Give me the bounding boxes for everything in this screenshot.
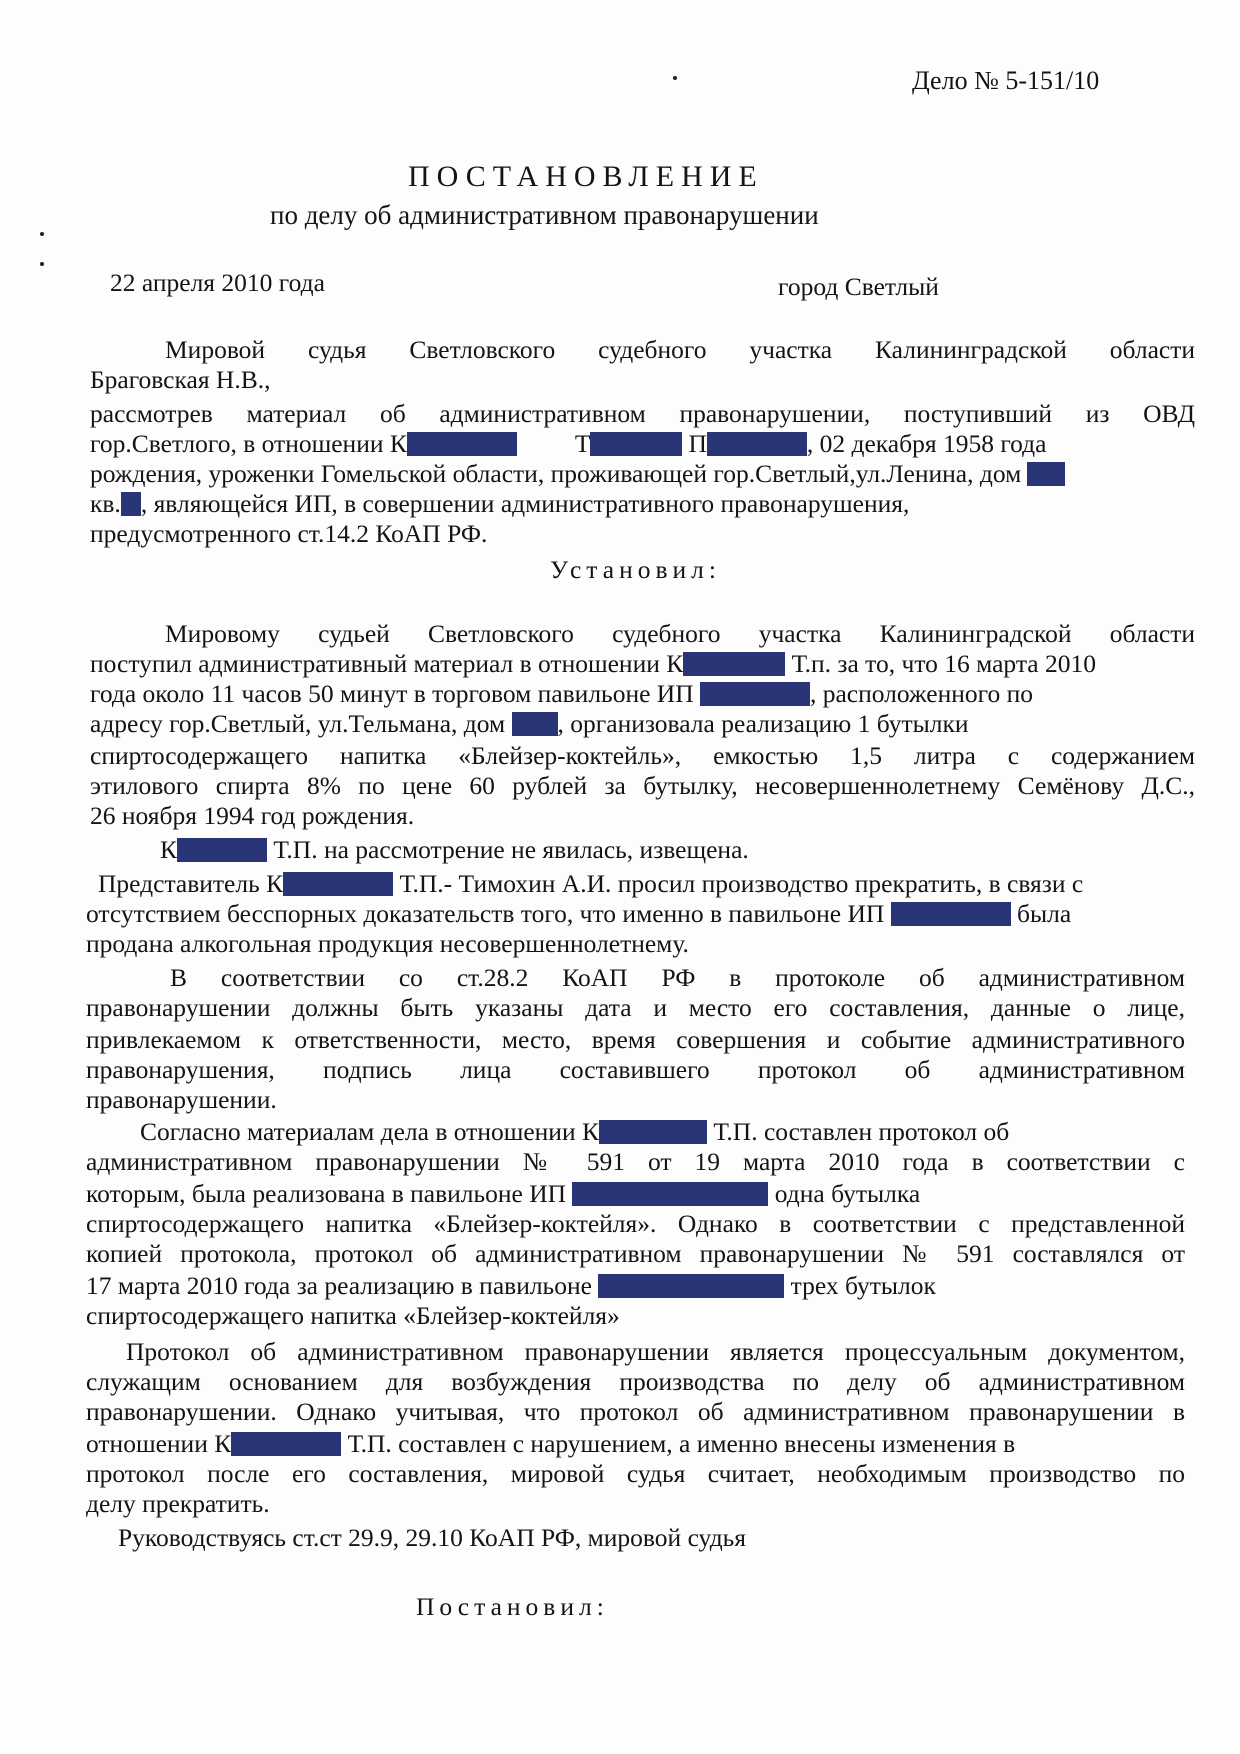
redaction-block [599, 1120, 707, 1144]
text-fragment: Т.П. составлен протокол об [713, 1117, 1010, 1146]
intro-line [90, 458, 1065, 489]
text-fragment: , организовала реализацию 1 бутылки [557, 709, 969, 738]
document-city: город Светлый [778, 272, 939, 301]
body-line: этилового спирта 8% по цене 60 рублей за бутылку, несовершеннолетнему Семёнову Д.С., [90, 771, 1195, 800]
redaction-block [177, 838, 267, 862]
text-fragment: К [160, 835, 178, 864]
text-fragment: Согласно материалам дела в отношении К [140, 1117, 599, 1146]
text-fragment: рождения, уроженки Гомельской области, проживающей гор.Светлый,ул.Ленина, дом [90, 459, 1022, 488]
intro-line: предусмотренного ст.14.2 КоАП РФ. [90, 519, 488, 548]
redaction-block [121, 492, 141, 516]
body-line [86, 1178, 920, 1209]
body-line: правонарушения, подпись лица составившего протокол об административном [86, 1055, 1185, 1084]
text-fragment: поступил административный материал в отношении К [90, 649, 684, 678]
body-line [160, 834, 749, 865]
intro-line [90, 488, 1195, 519]
text-fragment: отсутствием бесспорных доказательств того, что именно в павильоне ИП [86, 899, 885, 928]
heading-established: Установил: [550, 555, 721, 584]
body-line [90, 708, 969, 739]
document-subtitle: по делу об административном правонарушении [270, 200, 819, 230]
text-fragment: Т [574, 429, 591, 458]
body-line: правонарушении. [86, 1085, 277, 1114]
case-number: Дело № 5-151/10 [912, 66, 1100, 95]
text-fragment: Т.П. составлен с нарушением, а именно внесены изменения в [347, 1429, 1016, 1458]
body-line: привлекаемом к ответственности, место, время совершения и событие административного [86, 1025, 1185, 1054]
redaction-block [683, 652, 785, 676]
body-line: В соответствии со ст.28.2 КоАП РФ в протоколе об административном [170, 963, 1185, 992]
redaction-block [231, 1432, 341, 1456]
intro-line: Браговская Н.В., [90, 365, 271, 394]
text-fragment: П [688, 429, 707, 458]
body-line [86, 1428, 1015, 1459]
document-title: ПОСТАНОВЛЕНИЕ [408, 160, 764, 193]
body-line: копией протокола, протокол об административном правонарушении № 591 составлялся от [86, 1239, 1185, 1268]
text-fragment: Т.П.- Тимохин А.И. просил производство прекратить, в связи с [399, 869, 1084, 898]
redaction-block [1027, 462, 1065, 486]
document-date: 22 апреля 2010 года [110, 268, 325, 297]
heading-decided: Постановил: [416, 1592, 609, 1621]
body-line: делу прекратить. [86, 1489, 270, 1518]
scan-speck [40, 262, 44, 266]
intro-line: рассмотрев материал об административном правонарушении, поступивший из ОВД [90, 399, 1195, 428]
redaction-block [572, 1182, 768, 1206]
body-line: 26 ноября 1994 год рождения. [90, 801, 415, 830]
text-fragment: которым, была реализована в павильоне ИП [86, 1179, 567, 1208]
body-line: правонарушении. Однако учитывая, что протокол об административном правонарушении в [86, 1397, 1185, 1426]
body-line: служащим основанием для возбуждения производства по делу об административном [86, 1367, 1185, 1396]
scan-speck [673, 76, 677, 80]
redaction-block [891, 902, 1011, 926]
redaction-block [598, 1274, 784, 1298]
body-line: Мировому судьей Светловского судебного участка Калининградской области [165, 619, 1195, 648]
text-fragment: 17 марта 2010 года за реализацию в павильоне [86, 1271, 592, 1300]
body-line: правонарушении должны быть указаны дата и место его составления, данные о лице, [86, 993, 1185, 1022]
redaction-block [512, 712, 558, 736]
body-line: спиртосодержащего напитка «Блейзер-коктейля». Однако в соответствии с представленной [86, 1209, 1185, 1238]
body-line: спиртосодержащего напитка «Блейзер-коктейль», емкостью 1,5 литра с содержанием [90, 741, 1195, 770]
scan-speck [40, 232, 44, 236]
body-line: Протокол об административном правонарушении является процессуальным документом, [126, 1337, 1185, 1366]
body-line: спиртосодержащего напитка «Блейзер-коктейля» [86, 1301, 620, 1330]
body-line [90, 648, 1096, 679]
body-line [86, 898, 1071, 929]
redaction-block [700, 682, 810, 706]
body-line [90, 678, 1033, 709]
text-fragment: кв. [90, 489, 121, 518]
body-line: административном правонарушении № 591 от 19 марта 2010 года в соответствии с [86, 1147, 1185, 1176]
text-fragment: отношении К [86, 1429, 232, 1458]
text-fragment: , являющейся ИП, в совершении административного правонарушения, [140, 489, 910, 518]
text-fragment: Т.П. на рассмотрение не явилась, извещена. [273, 835, 749, 864]
body-line: Руководствуясь ст.ст 29.9, 29.10 КоАП РФ, мировой судья [118, 1523, 747, 1552]
text-fragment: года около 11 часов 50 минут в торговом павильоне ИП [90, 679, 694, 708]
body-line [98, 868, 1083, 899]
text-fragment: Т.п. за то, что 16 марта 2010 [791, 649, 1096, 678]
text-fragment: , расположенного по [809, 679, 1034, 708]
text-fragment: гор.Светлого, в отношении К [90, 429, 407, 458]
text-fragment: была [1017, 899, 1072, 928]
text-fragment: одна бутылка [774, 1179, 921, 1208]
intro-line [90, 428, 1046, 459]
text-fragment: трех бутылок [790, 1271, 936, 1300]
redaction-block [407, 432, 517, 456]
text-fragment: Представитель К [98, 869, 284, 898]
redaction-block [283, 872, 393, 896]
redaction-block [590, 432, 682, 456]
body-line: продана алкогольная продукция несовершеннолетнему. [86, 929, 689, 958]
body-line [140, 1116, 1009, 1147]
text-fragment: адресу гор.Светлый, ул.Тельмана, дом [90, 709, 506, 738]
body-line [86, 1270, 936, 1301]
intro-line: Мировой судья Светловского судебного участка Калининградской области [165, 335, 1195, 364]
text-fragment: , 02 декабря 1958 года [806, 429, 1047, 458]
body-line: протокол после его составления, мировой судья считает, необходимым производство по [86, 1459, 1185, 1488]
redaction-block [707, 432, 807, 456]
